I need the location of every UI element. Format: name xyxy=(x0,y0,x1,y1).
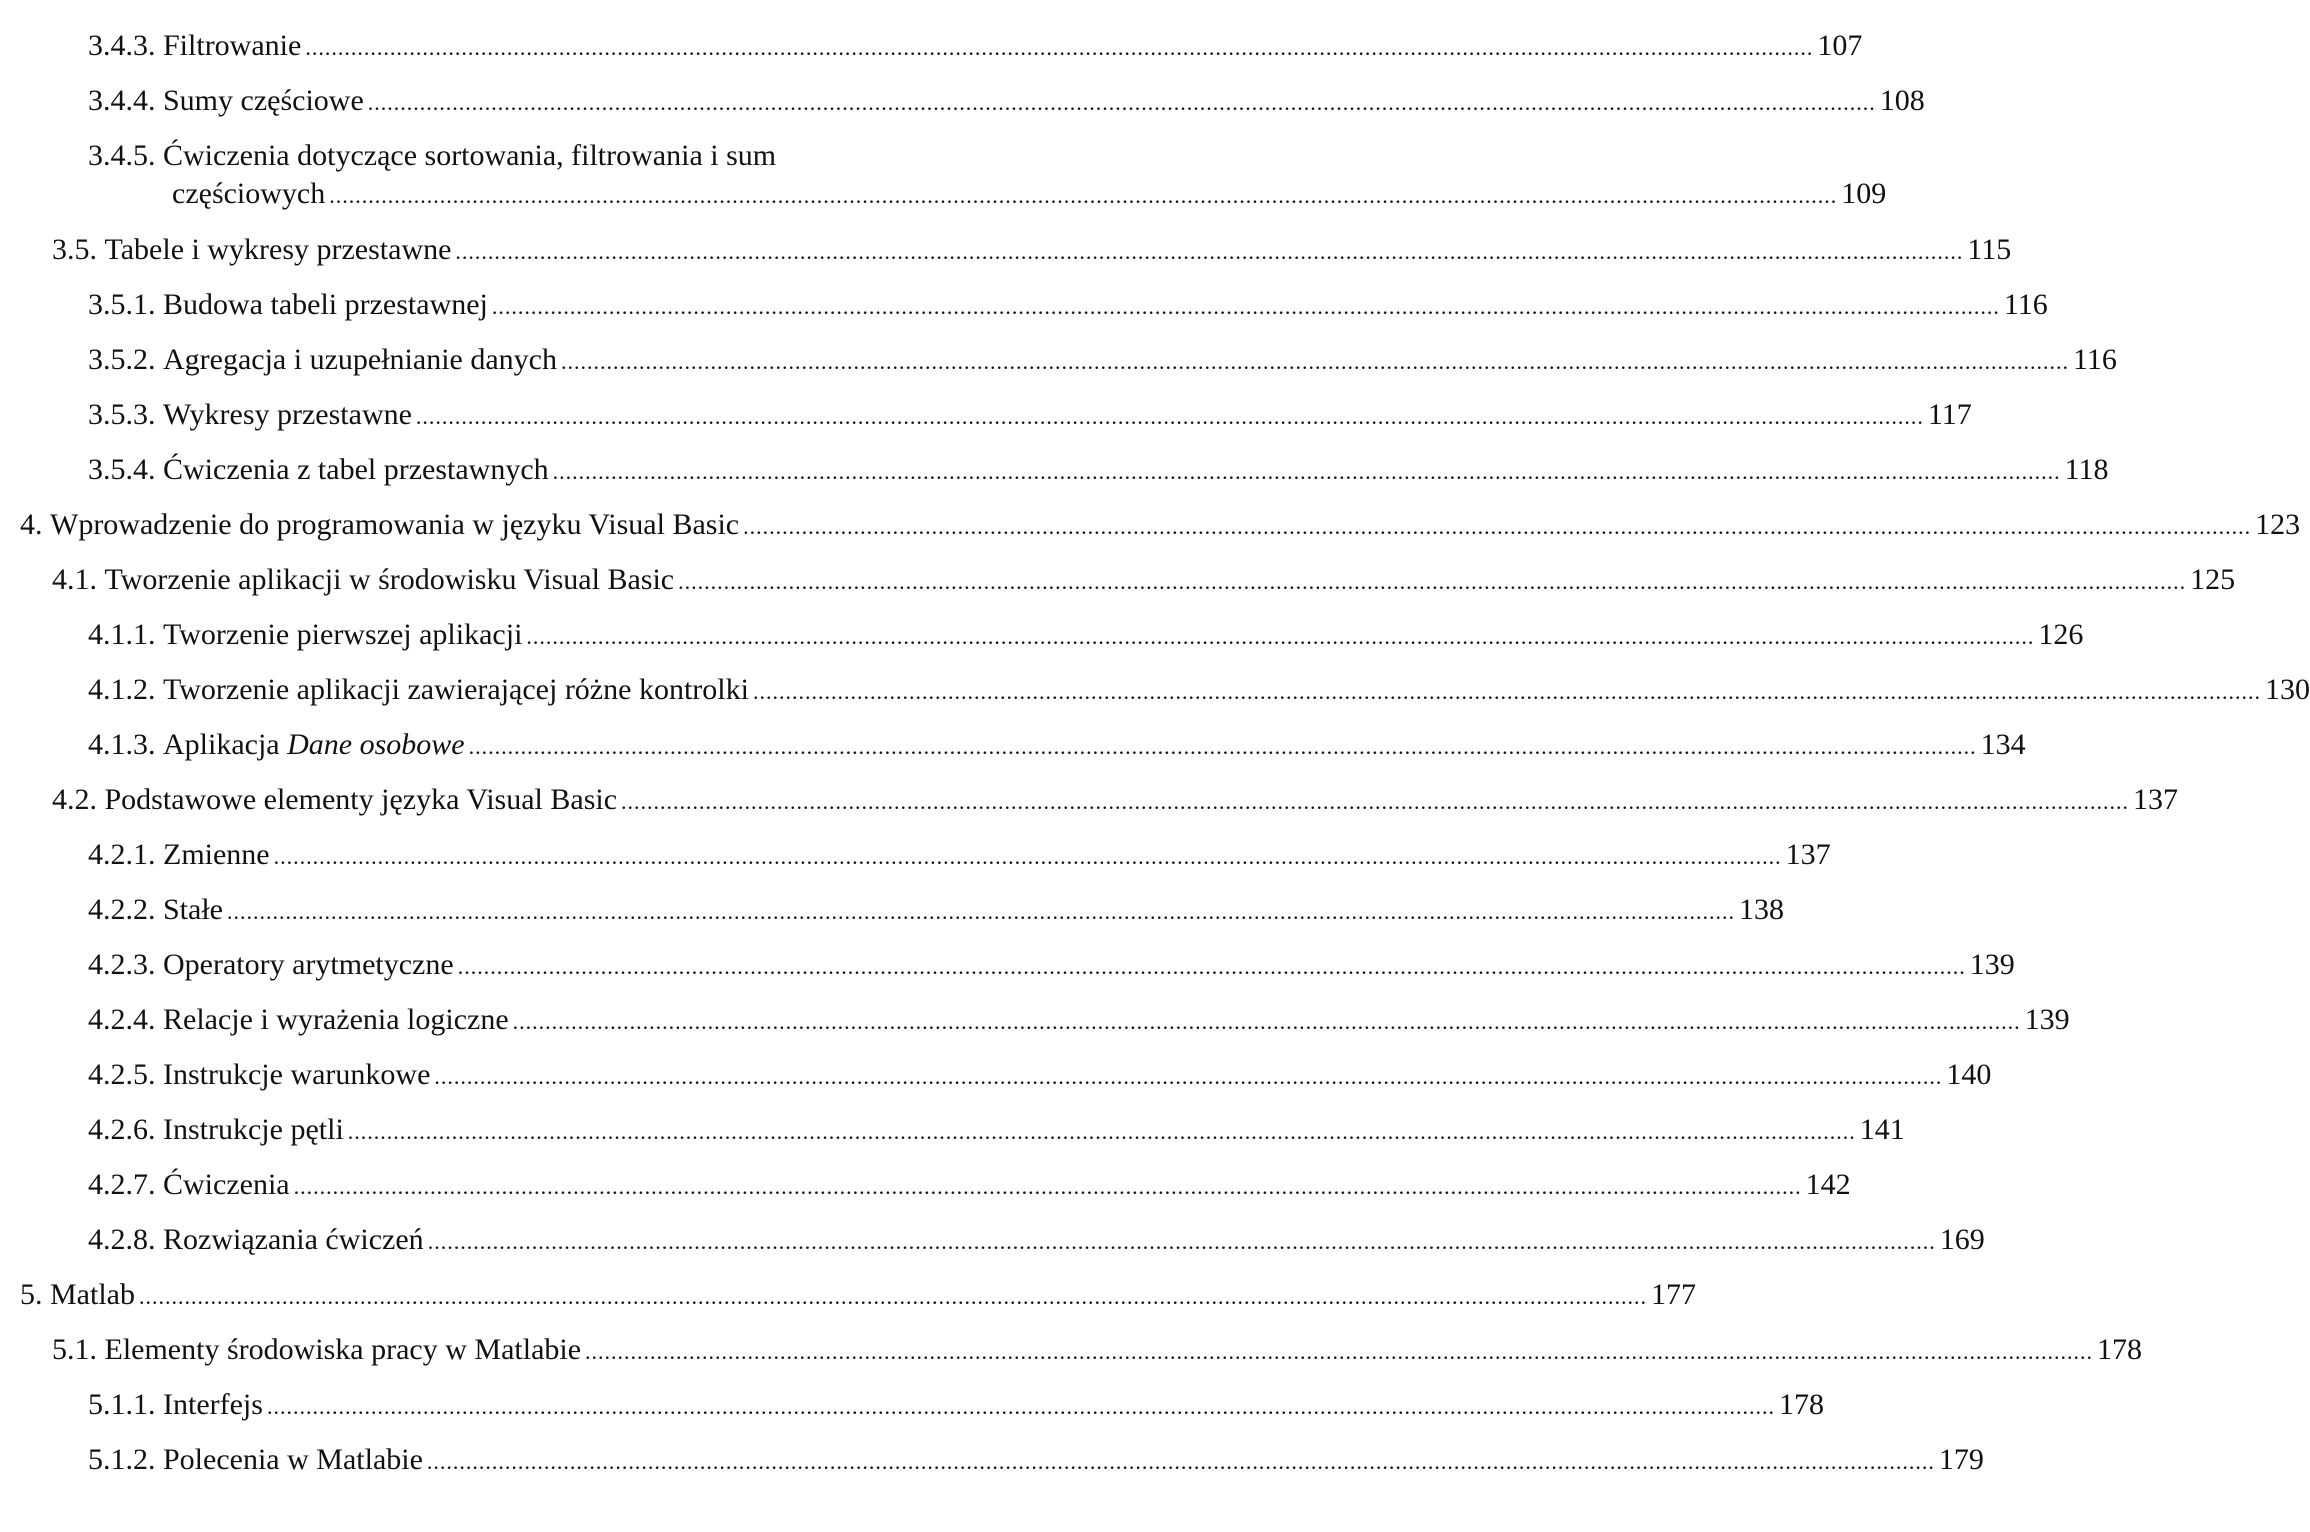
toc-title: Agregacja i uzupełnianie danych xyxy=(163,343,557,376)
toc-entry[interactable] xyxy=(0,391,1972,446)
toc-leader-dots xyxy=(416,398,1924,436)
toc-number: 4. xyxy=(20,508,43,541)
toc-leader-dots xyxy=(434,1058,1942,1096)
toc-entry[interactable] xyxy=(0,446,2109,501)
toc-entry[interactable] xyxy=(0,22,1863,77)
toc-page-number: 139 xyxy=(1969,948,2015,981)
toc-page-number: 118 xyxy=(2064,453,2109,486)
toc-leader-dots xyxy=(329,177,1837,215)
toc-title xyxy=(163,726,465,764)
toc-number: 4.1.3. xyxy=(88,728,156,761)
toc-number: 4.2.2. xyxy=(88,893,156,926)
toc-title-line1: Ćwiczenia dotyczące sortowania, filtrowania i sum xyxy=(163,139,777,172)
toc-page-number: 177 xyxy=(1650,1278,1696,1311)
toc-title: Tabele i wykresy przestawne xyxy=(104,233,452,266)
toc-leader-dots xyxy=(348,1113,1856,1151)
toc-title: Rozwiązania ćwiczeń xyxy=(163,1223,424,1256)
toc-page-number: 115 xyxy=(1967,233,2012,266)
toc-page-number: 108 xyxy=(1879,84,1925,117)
toc-leader-dots xyxy=(743,508,2251,546)
toc-number: 4.1.1. xyxy=(88,618,156,651)
toc-number: 4.1.2. xyxy=(88,673,156,706)
toc-page-number: 107 xyxy=(1817,29,1863,62)
toc-number: 4.2. xyxy=(52,783,97,816)
toc-entry[interactable] xyxy=(0,226,2012,281)
toc-title: Operatory arytmetyczne xyxy=(163,948,454,981)
toc-leader-dots xyxy=(458,948,1966,986)
toc-page-number: 123 xyxy=(2255,508,2301,541)
toc-leader-dots xyxy=(553,453,2061,491)
toc-page-number: 140 xyxy=(1946,1058,1992,1091)
toc-leader-dots xyxy=(227,893,1735,931)
toc-leader-dots xyxy=(368,84,1876,122)
toc-number: 4.2.3. xyxy=(88,948,156,981)
toc-number: 3.4.3. xyxy=(88,29,156,62)
toc-entry[interactable] xyxy=(0,132,1887,226)
toc-leader-dots xyxy=(585,1333,2093,1371)
toc-title-italic: Dane osobowe xyxy=(287,728,465,761)
toc-title: Tworzenie aplikacji zawierającej różne kontrolki xyxy=(163,673,749,706)
toc-page-number: 179 xyxy=(1938,1443,1984,1476)
toc-title: Stałe xyxy=(163,893,223,926)
toc-number: 5.1.2. xyxy=(88,1443,156,1476)
toc-entry[interactable] xyxy=(0,1326,2143,1381)
toc-entry[interactable] xyxy=(0,886,1784,941)
toc-leader-dots xyxy=(621,783,2129,821)
toc-leader-dots xyxy=(274,838,1782,876)
toc-entry[interactable] xyxy=(0,1216,1985,1271)
toc-page-number: 142 xyxy=(1805,1168,1851,1201)
toc-title: Budowa tabeli przestawnej xyxy=(163,288,488,321)
toc-page-number: 169 xyxy=(1939,1223,1985,1256)
toc-title: Filtrowanie xyxy=(163,29,302,62)
toc-title: Polecenia w Matlabie xyxy=(163,1443,423,1476)
toc-entry[interactable] xyxy=(0,281,2048,336)
toc-title: Zmienne xyxy=(163,838,270,871)
toc-number: 3.5.3. xyxy=(88,398,156,431)
toc-entry[interactable] xyxy=(0,776,2179,831)
toc-number: 3.5. xyxy=(52,233,97,266)
toc-page-number: 134 xyxy=(1980,728,2026,761)
toc-page-number: 117 xyxy=(1927,398,1972,431)
toc-leader-dots xyxy=(455,233,1963,271)
toc-leader-dots xyxy=(294,1168,1802,1206)
table-of-contents xyxy=(0,22,2310,1491)
toc-entry[interactable] xyxy=(0,831,1831,886)
toc-number: 4.1. xyxy=(52,563,97,596)
toc-number: 4.2.8. xyxy=(88,1223,156,1256)
toc-title: Wykresy przestawne xyxy=(163,398,412,431)
toc-leader-dots xyxy=(492,288,2000,326)
toc-title: Matlab xyxy=(50,1278,135,1311)
toc-page-number: 178 xyxy=(2097,1333,2143,1366)
toc-number: 3.5.4. xyxy=(88,453,156,486)
toc-number: 4.2.5. xyxy=(88,1058,156,1091)
toc-title: Tworzenie pierwszej aplikacji xyxy=(163,618,523,651)
toc-number: 5.1.1. xyxy=(88,1388,156,1421)
toc-page-number: 137 xyxy=(2133,783,2179,816)
toc-leader-dots xyxy=(267,1388,1775,1426)
toc-entry[interactable] xyxy=(0,1436,1984,1491)
toc-title: Elementy środowiska pracy w Matlabie xyxy=(104,1333,582,1366)
toc-number: 3.4.5. xyxy=(88,139,156,172)
toc-title: Tworzenie aplikacji w środowisku Visual Basic xyxy=(104,563,675,596)
toc-entry[interactable] xyxy=(0,336,2117,391)
toc-entry[interactable] xyxy=(0,1051,1992,1106)
toc-entry[interactable] xyxy=(0,996,2070,1051)
toc-leader-dots xyxy=(678,563,2186,601)
toc-title: Ćwiczenia xyxy=(163,1168,290,1201)
toc-leader-dots xyxy=(526,618,2034,656)
toc-number: 5. xyxy=(20,1278,43,1311)
toc-leader-dots xyxy=(469,728,1977,766)
toc-title: Instrukcje pętli xyxy=(163,1113,344,1146)
toc-entry[interactable] xyxy=(0,721,2026,776)
toc-number: 5.1. xyxy=(52,1333,97,1366)
toc-page-number: 141 xyxy=(1859,1113,1905,1146)
toc-page-number: 137 xyxy=(1785,838,1831,871)
toc-title: Podstawowe elementy języka Visual Basic xyxy=(104,783,618,816)
toc-title-prefix: Aplikacja xyxy=(163,728,280,761)
toc-entry[interactable] xyxy=(0,556,2236,611)
toc-leader-dots xyxy=(305,29,1813,67)
toc-leader-dots xyxy=(428,1223,1936,1261)
toc-entry[interactable] xyxy=(0,1106,1905,1161)
toc-number: 4.2.1. xyxy=(88,838,156,871)
toc-title: Relacje i wyrażenia logiczne xyxy=(163,1003,509,1036)
toc-page-number: 126 xyxy=(2038,618,2084,651)
toc-title: Instrukcje warunkowe xyxy=(163,1058,431,1091)
toc-title-line2: częściowych xyxy=(172,177,326,210)
toc-number: 4.2.4. xyxy=(88,1003,156,1036)
toc-title: Wprowadzenie do programowania w języku Visual Basic xyxy=(50,508,740,541)
toc-leader-dots xyxy=(427,1443,1935,1481)
toc-entry[interactable] xyxy=(0,1161,1851,1216)
toc-entry[interactable] xyxy=(0,941,2015,996)
toc-number: 3.4.4. xyxy=(88,84,156,117)
toc-title: Ćwiczenia z tabel przestawnych xyxy=(163,453,549,486)
toc-entry[interactable] xyxy=(0,611,2084,666)
toc-page-number: 130 xyxy=(2264,673,2310,706)
toc-page-number: 139 xyxy=(2024,1003,2070,1036)
toc-title: Sumy częściowe xyxy=(163,84,364,117)
toc-page-number: 116 xyxy=(2003,288,2048,321)
toc-page-number: 125 xyxy=(2190,563,2236,596)
toc-entry[interactable] xyxy=(0,666,2310,721)
toc-number: 4.2.7. xyxy=(88,1168,156,1201)
toc-number: 3.5.2. xyxy=(88,343,156,376)
toc-leader-dots xyxy=(561,343,2069,381)
toc-page-number: 178 xyxy=(1778,1388,1824,1421)
toc-number: 3.5.1. xyxy=(88,288,156,321)
toc-page-number: 138 xyxy=(1739,893,1784,926)
toc-leader-dots xyxy=(139,1278,1647,1316)
toc-page-number: 109 xyxy=(1841,177,1887,210)
toc-page-number: 116 xyxy=(2072,343,2117,376)
toc-entry[interactable] xyxy=(0,77,1925,132)
toc-number: 4.2.6. xyxy=(88,1113,156,1146)
toc-entry[interactable] xyxy=(0,501,2301,556)
toc-leader-dots xyxy=(753,673,2261,711)
toc-entry[interactable] xyxy=(0,1381,1824,1436)
toc-title: Interfejs xyxy=(163,1388,263,1421)
toc-leader-dots xyxy=(513,1003,2021,1041)
toc-entry[interactable] xyxy=(0,1271,1696,1326)
